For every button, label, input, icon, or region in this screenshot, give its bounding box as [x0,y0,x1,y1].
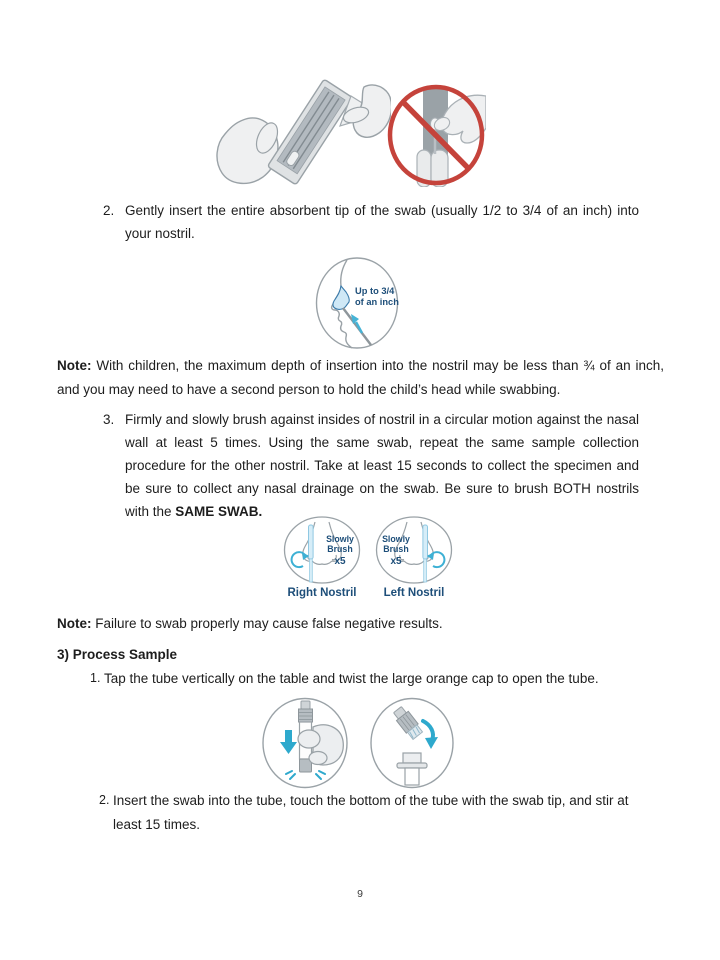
process-sample-heading: 3) Process Sample [57,647,178,662]
swab-package [267,79,352,185]
collect-step-2 [103,199,639,245]
same-swab-emphasis: SAME SWAB. [175,504,263,519]
swab-in-nostril [309,525,314,582]
brush-label: Brush [383,544,409,554]
step-text: Firmly and slowly brush against insides of nostril in a circular motion against the nasal wall at least 5 times. Using the same swab, repeat the same sample collection procedure for the other nostril. Take at least 15 seconds to collect the specimen and be sure to collect any nasal drainage on the swab. Be sure to brush BOTH nostrils with the SAME SWAB. [125,412,639,519]
collect-step-3 [103,408,639,523]
left-nostril-illustration [374,516,454,585]
step-number: 2. [99,793,110,807]
open-tube-illustration [369,697,455,789]
right-nostril-illustration [282,516,362,585]
left-hand [217,118,282,183]
note-label: Note: [57,358,92,373]
times-label: x5 [334,556,346,567]
note-false-negative: Note: Failure to swab properly may cause false negative results. [57,616,443,631]
tube-figures [261,697,455,789]
step-text: Tap the tube vertically on the table and twist the large orange cap to open the tube. [104,671,599,686]
swab-in-nostril [423,525,428,582]
note-children: Note: With children, the maximum depth of insertion into the nostril may be less than ¾ of an inch, and you may need to have a second person to hold the child’s head while swabbing. [57,358,664,397]
note-label: Note: [57,616,92,631]
step-number: 1. [90,671,101,685]
page-number: 9 [357,888,363,900]
swab-depth-illustration [315,257,399,349]
left-nostril-caption: Left Nostril [383,587,445,599]
slowly-label: Slowly [382,534,410,544]
process-step-1 [90,667,650,691]
brush-label: Brush [327,544,353,554]
process-step-2 [99,789,643,837]
depth-label-line1: Up to 3/4 [355,286,395,296]
depth-label-line2: of an inch [355,297,399,307]
step-number: 3. [103,412,115,427]
slowly-label: Slowly [326,534,354,544]
step-text: Gently insert the entire absorbent tip of the swab (usually 1/2 to 3/4 of an inch) into your nostril. [125,203,639,241]
right-nostril-figure [282,516,362,599]
open-swab-package-illustration [213,78,391,192]
left-nostril-figure [374,516,454,599]
nostril-figures [282,516,454,599]
step-number: 2. [103,203,115,218]
step-text: Insert the swab into the tube, touch the bottom of the tube with the swab tip, and stir at least 15 times. [113,793,629,832]
right-nostril-caption: Right Nostril [287,587,357,599]
right-hand [341,85,391,137]
tap-tube-illustration [261,697,349,789]
do-not-touch-swab-tip-icon [386,84,486,187]
times-label: x5 [390,556,402,567]
